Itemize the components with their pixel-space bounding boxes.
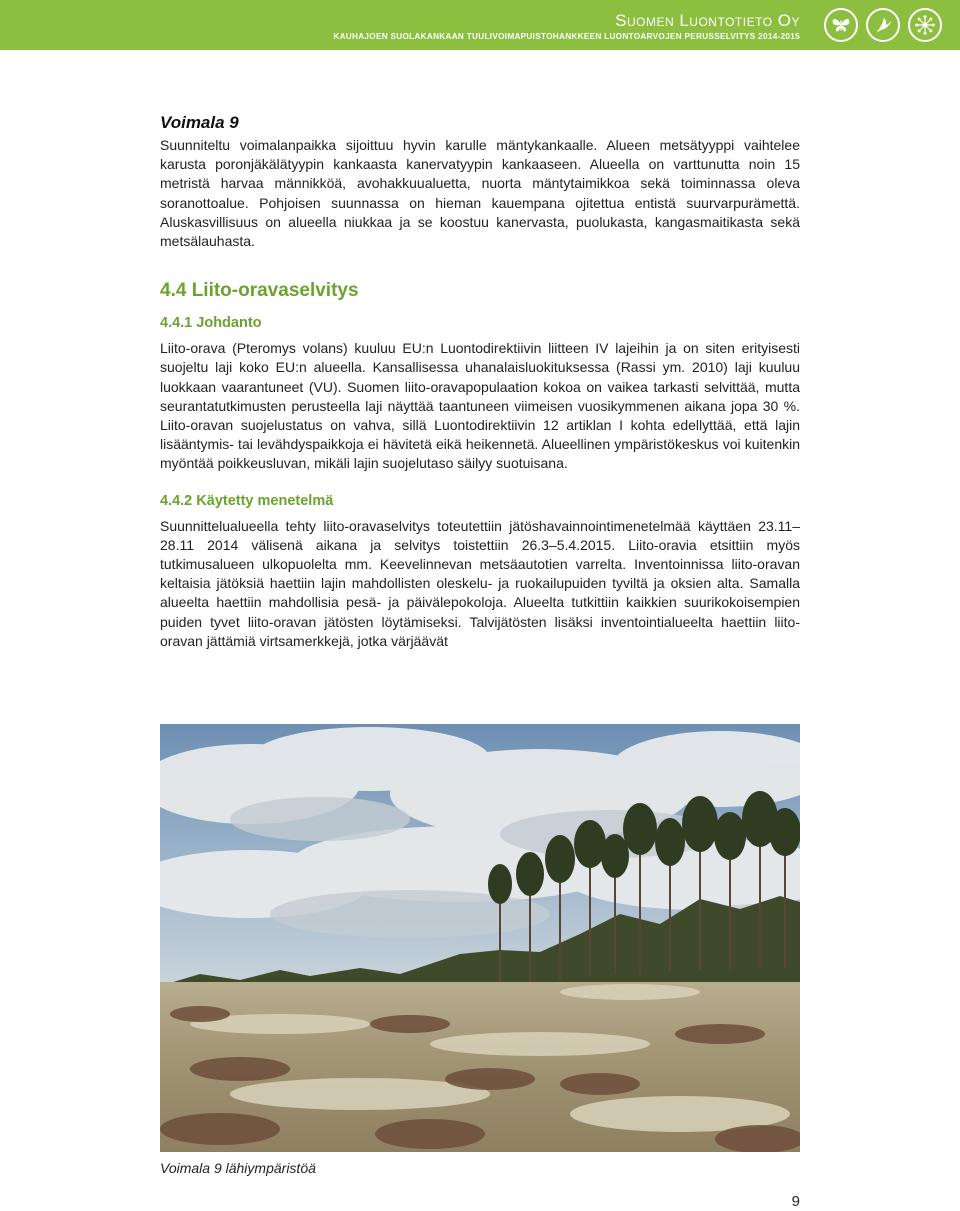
bird-icon bbox=[866, 8, 900, 42]
page-number: 9 bbox=[791, 1193, 800, 1210]
section-heading-liito-orava: 4.4 Liito-oravaselvitys bbox=[160, 280, 359, 302]
page-header bbox=[0, 0, 960, 50]
subsection-heading-menetelma: 4.4.2 Käytetty menetelmä bbox=[160, 492, 334, 509]
header-icons bbox=[824, 8, 942, 42]
johdanto-paragraph: Liito-orava (Pteromys volans) kuuluu EU:n Luontodirektiivin liitteen IV lajeihin ja on siten erityisesti suojeltu laji koko EU:n alueella. Kansallisessa uhanalaisluokituksessa (Rassi ym. 2010) laji kuuluu luokkaan vaarantuneet (VU). Suomen liito-oravapopulaation kokoa on vaikea tarkasti selvittää, mutta seurantatutkimusten perusteella laji näyttää taantuneen viimeisen vuosikymmenen aikana jopa 30 %. Liito-oravan suojelustatus on vahva, sillä Luontodirektiivin 12 artiklan I kohta edellyttää, että lajin lisääntymis- tai levähdyspaikkoja ei hävitetä eikä heikennetä. Alueellinen ympäristökeskus voi kuitenkin myöntää poikkeusluvan, mikäli lajin suojelutaso säilyy suotuisana. bbox=[160, 340, 800, 472]
menetelma-paragraph: Suunnittelualueella tehty liito-oravaselvitys toteutettiin jätöshavainnointimenetelmää käyttäen 23.11–28.11 2014 välisenä aikana ja selvitys toistettiin 26.3–5.4.2015. Liito-oravia etsittiin myös tutkimusalueen ulkopuolelta mm. Keevelinnevan metsäautotien varrelta. Inventoinnissa liito-oravan keltaisia jätöksiä haettiin lajin mahdollisten oleskelu- ja ruokailupuiden tyviltä ja oksien alta. Samalla alueelta haettiin mahdollisia pesä- ja päivälepokoloja. Alueelta tutkittiin kaikkien suurikokoisempien puiden tyvet liito-oravan jätösten löytämiseksi. Talvijätösten lisäksi inventointialueelta haettiin liito-oravan jättämiä virtsamerkkejä, jotka värjäävät bbox=[160, 517, 800, 649]
voimala-heading: Voimala 9 bbox=[160, 113, 239, 132]
main-content bbox=[160, 112, 800, 651]
photo-caption: Voimala 9 lähiympäristöä bbox=[160, 1160, 316, 1176]
company-name: Suomen Luontotieto Oy bbox=[615, 11, 800, 30]
dandelion-icon bbox=[908, 8, 942, 42]
butterfly-icon bbox=[824, 8, 858, 42]
subsection-heading-johdanto: 4.4.1 Johdanto bbox=[160, 315, 262, 332]
project-title: KAUHAJOEN SUOLAKANKAAN TUULIVOIMAPUISTOHANKKEEN LUONTOARVOJEN PERUSSELVITYS 2014-2015 bbox=[333, 32, 800, 41]
landscape-photo bbox=[160, 724, 800, 1152]
voimala-paragraph: Suunniteltu voimalanpaikka sijoittuu hyvin karulle mäntykankaalle. Alueen metsätyyppi vaihtelee karusta poronjäkälätyypin kankaasta kanervatyypin kankaaseen. Alueella on varttunutta noin 15 metristä harvaa männikköä, avohakkuualuetta, nuorta mäntytaimikkoa sekä toiminnassa oleva soranottoalue. Pohjoisen suunnassa on hieman kauempana ojitettua entistä suurvarpurämettä. Aluskasvillisuus on alueella niukkaa ja se koostuu kanervasta, puolukasta, kangasmaitikasta sekä metsälauhasta. bbox=[160, 137, 800, 250]
